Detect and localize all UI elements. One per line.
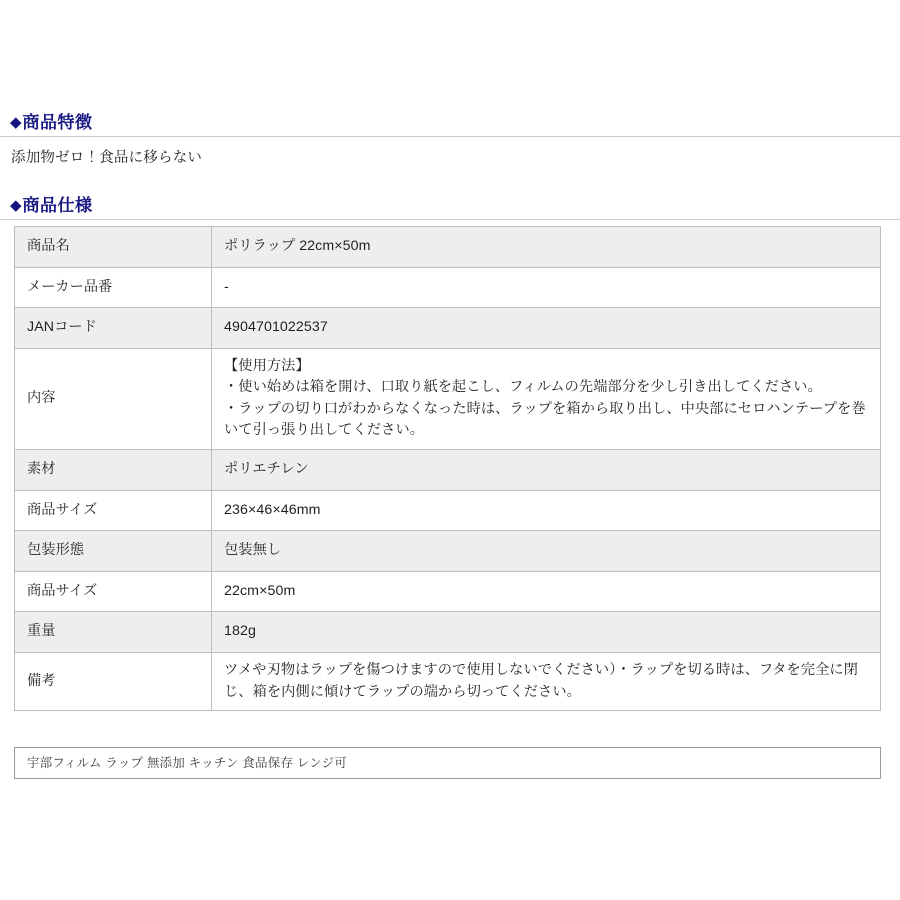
- table-row-value: 22cm×50m: [212, 571, 881, 612]
- table-row-label: 内容: [15, 348, 212, 449]
- table-row-label: 備考: [15, 652, 212, 710]
- table-row: [15, 531, 881, 572]
- section-heading-features: [0, 113, 900, 137]
- table-row-value: 4904701022537: [212, 308, 881, 349]
- table-row-label: 重量: [15, 612, 212, 653]
- diamond-bullet-icon: ◆: [10, 197, 22, 215]
- table-row: [15, 450, 881, 491]
- table-row-value: [212, 652, 881, 710]
- table-row-label: 商品名: [15, 227, 212, 268]
- table-row-value: ポリラップ 22cm×50m: [212, 227, 881, 268]
- table-row-value-line: ・使い始めは箱を開け、口取り紙を起こし、フィルムの先端部分を少し引き出してください。: [224, 379, 822, 396]
- table-row-label: 素材: [15, 450, 212, 491]
- table-row-label: 商品サイズ: [15, 571, 212, 612]
- table-row-label: 包装形態: [15, 531, 212, 572]
- spec-table-body: [15, 227, 881, 711]
- table-row-label: 商品サイズ: [15, 490, 212, 531]
- spec-table: [14, 226, 881, 711]
- table-row: [15, 571, 881, 612]
- table-row-label: JANコード: [15, 308, 212, 349]
- table-row: [15, 348, 881, 449]
- diamond-bullet-icon: ◆: [10, 114, 22, 132]
- table-row-value-line: ツメや刃物はラップを傷つけますので使用しないでください）・ラップを切る時は、フタを完全に閉じ、箱を内側に傾けてラップの端から切ってください。: [224, 661, 858, 700]
- table-row-value: 包装無し: [212, 531, 881, 572]
- table-row-label: メーカー品番: [15, 267, 212, 308]
- section-title-features: 商品特徴: [22, 113, 93, 132]
- table-row-value: 236×46×46mm: [212, 490, 881, 531]
- table-row: [15, 267, 881, 308]
- section-heading-specs: [0, 196, 900, 220]
- table-row-value-line: ・ラップの切り口がわからなくなった時は、ラップを箱から取り出し、中央部にセロハンテープを巻いて引っ張り出してください。: [224, 400, 866, 439]
- features-body-text: 添加物ゼロ！食品に移らない: [11, 150, 203, 166]
- table-row-value: [212, 348, 881, 449]
- table-row: [15, 612, 881, 653]
- table-row-value: -: [212, 267, 881, 308]
- table-row-value: ポリエチレン: [212, 450, 881, 491]
- section-title-specs: 商品仕様: [22, 196, 93, 215]
- keyword-strip: 宇部フィルム ラップ 無添加 キッチン 食品保存 レンジ可: [14, 747, 881, 779]
- table-row: [15, 227, 881, 268]
- spec-table-container: [14, 226, 881, 711]
- table-row: [15, 308, 881, 349]
- table-row: [15, 490, 881, 531]
- table-row: [15, 652, 881, 710]
- table-row-value-line: 【使用方法】: [224, 357, 310, 374]
- table-row-value: 182g: [212, 612, 881, 653]
